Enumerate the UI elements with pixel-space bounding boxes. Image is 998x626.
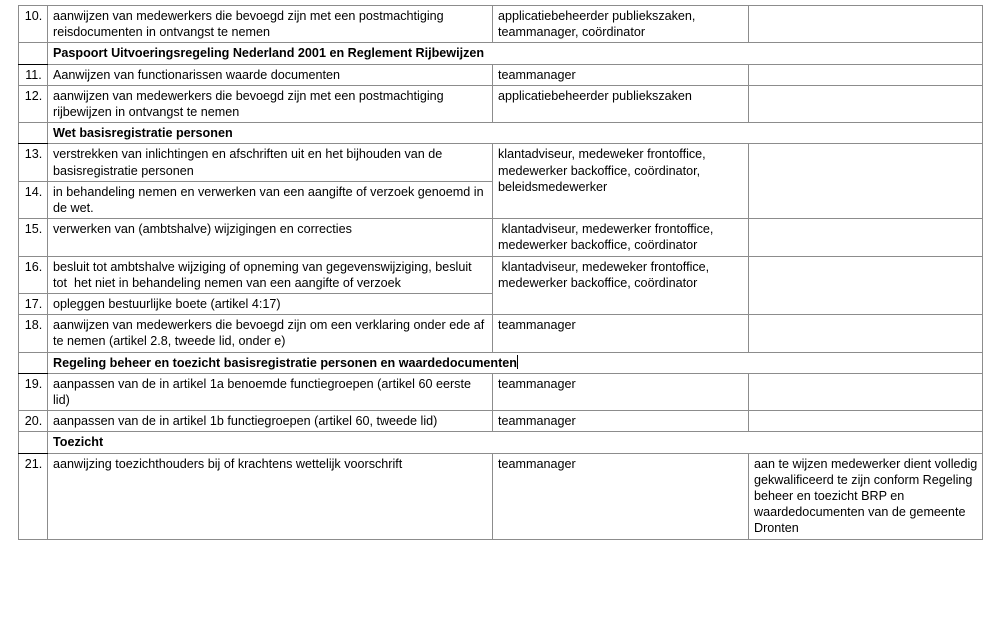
table-row (19, 453, 983, 539)
row-number-cell: 18. (19, 315, 48, 352)
table-row (19, 219, 983, 256)
row-note-cell (749, 144, 983, 219)
row-description-cell: in behandeling nemen en verwerken van een aangifte of verzoek genoemd in de wet. (48, 181, 493, 218)
table-heading-row (19, 43, 983, 64)
row-note-cell (749, 85, 983, 122)
row-note-cell (749, 64, 983, 85)
row-role-cell: teammanager (493, 411, 749, 432)
row-description-cell: aanwijzen van medewerkers die bevoegd zijn met een postmachtiging rijbewijzen in ontvangst te nemen (48, 85, 493, 122)
table-row (19, 64, 983, 85)
row-number-cell: 16. (19, 256, 48, 293)
section-heading-cell: Paspoort Uitvoeringsregeling Nederland 2001 en Reglement Rijbewijzen (48, 43, 983, 64)
table-heading-row (19, 432, 983, 453)
section-heading-text: Regeling beheer en toezicht basisregistratie personen en waardedocumenten (53, 355, 517, 370)
row-role-cell: teammanager (493, 64, 749, 85)
row-role-cell: teammanager (493, 315, 749, 352)
row-note-cell: aan te wijzen medewerker dient volledig gekwalificeerd te zijn conform Regeling beheer en toezicht BRP en waardedocumenten van de gemeente Dronten (749, 453, 983, 539)
table-row (19, 6, 983, 43)
row-number-cell: 20. (19, 411, 48, 432)
row-number-cell: 15. (19, 219, 48, 256)
row-description-cell: aanwijzen van medewerkers die bevoegd zijn met een postmachtiging reisdocumenten in ontvangst te nemen (48, 6, 493, 43)
section-heading-cell[interactable] (48, 352, 983, 373)
row-description-cell: besluit tot ambtshalve wijziging of opneming van gegevenswijziging, besluit tot het niet in behandeling nemen van een aangifte of verzoek (48, 256, 493, 293)
row-description-cell: aanpassen van de in artikel 1a benoemde functiegroepen (artikel 60 eerste lid) (48, 373, 493, 410)
row-note-cell (749, 256, 983, 315)
table-row (19, 85, 983, 122)
row-number-cell (19, 352, 48, 373)
row-number-cell: 10. (19, 6, 48, 43)
row-role-cell: teammanager (493, 373, 749, 410)
row-note-cell (749, 411, 983, 432)
row-role-cell: klantadviseur, medeweker frontoffice, medewerker backoffice, coördinator, beleidsmedewerker (493, 144, 749, 219)
row-description-cell: Aanwijzen van functionarissen waarde documenten (48, 64, 493, 85)
table-row (19, 144, 983, 181)
row-number-cell: 21. (19, 453, 48, 539)
row-note-cell (749, 315, 983, 352)
row-description-cell: opleggen bestuurlijke boete (artikel 4:17) (48, 294, 493, 315)
row-number-cell: 11. (19, 64, 48, 85)
row-number-cell: 12. (19, 85, 48, 122)
mandate-table-body (19, 6, 983, 540)
row-description-cell: aanwijzing toezichthouders bij of krachtens wettelijk voorschrift (48, 453, 493, 539)
text-cursor-caret (517, 355, 518, 369)
row-role-cell: applicatiebeheerder publiekszaken (493, 85, 749, 122)
table-row (19, 256, 983, 293)
row-note-cell (749, 373, 983, 410)
row-note-cell (749, 6, 983, 43)
row-description-cell: aanpassen van de in artikel 1b functiegroepen (artikel 60, tweede lid) (48, 411, 493, 432)
row-description-cell: aanwijzen van medewerkers die bevoegd zijn om een verklaring onder ede af te nemen (artikel 2.8, tweede lid, onder e) (48, 315, 493, 352)
row-number-cell (19, 43, 48, 64)
row-number-cell (19, 123, 48, 144)
row-number-cell: 14. (19, 181, 48, 218)
table-row (19, 315, 983, 352)
table-heading-row (19, 123, 983, 144)
row-number-cell: 19. (19, 373, 48, 410)
row-role-cell: klantadviseur, medeweker frontoffice, medewerker backoffice, coördinator (493, 256, 749, 315)
row-role-cell: applicatiebeheerder publiekszaken, teammanager, coördinator (493, 6, 749, 43)
row-description-cell: verwerken van (ambtshalve) wijzigingen en correcties (48, 219, 493, 256)
row-number-cell (19, 432, 48, 453)
section-heading-cell: Wet basisregistratie personen (48, 123, 983, 144)
table-heading-row (19, 352, 983, 373)
mandate-table (18, 5, 983, 540)
row-role-cell: teammanager (493, 453, 749, 539)
row-number-cell: 13. (19, 144, 48, 181)
row-number-cell: 17. (19, 294, 48, 315)
row-description-cell: verstrekken van inlichtingen en afschriften uit en het bijhouden van de basisregistratie personen (48, 144, 493, 181)
row-note-cell (749, 219, 983, 256)
section-heading-cell: Toezicht (48, 432, 983, 453)
table-row (19, 373, 983, 410)
table-row (19, 411, 983, 432)
row-role-cell: klantadviseur, medewerker frontoffice, medewerker backoffice, coördinator (493, 219, 749, 256)
